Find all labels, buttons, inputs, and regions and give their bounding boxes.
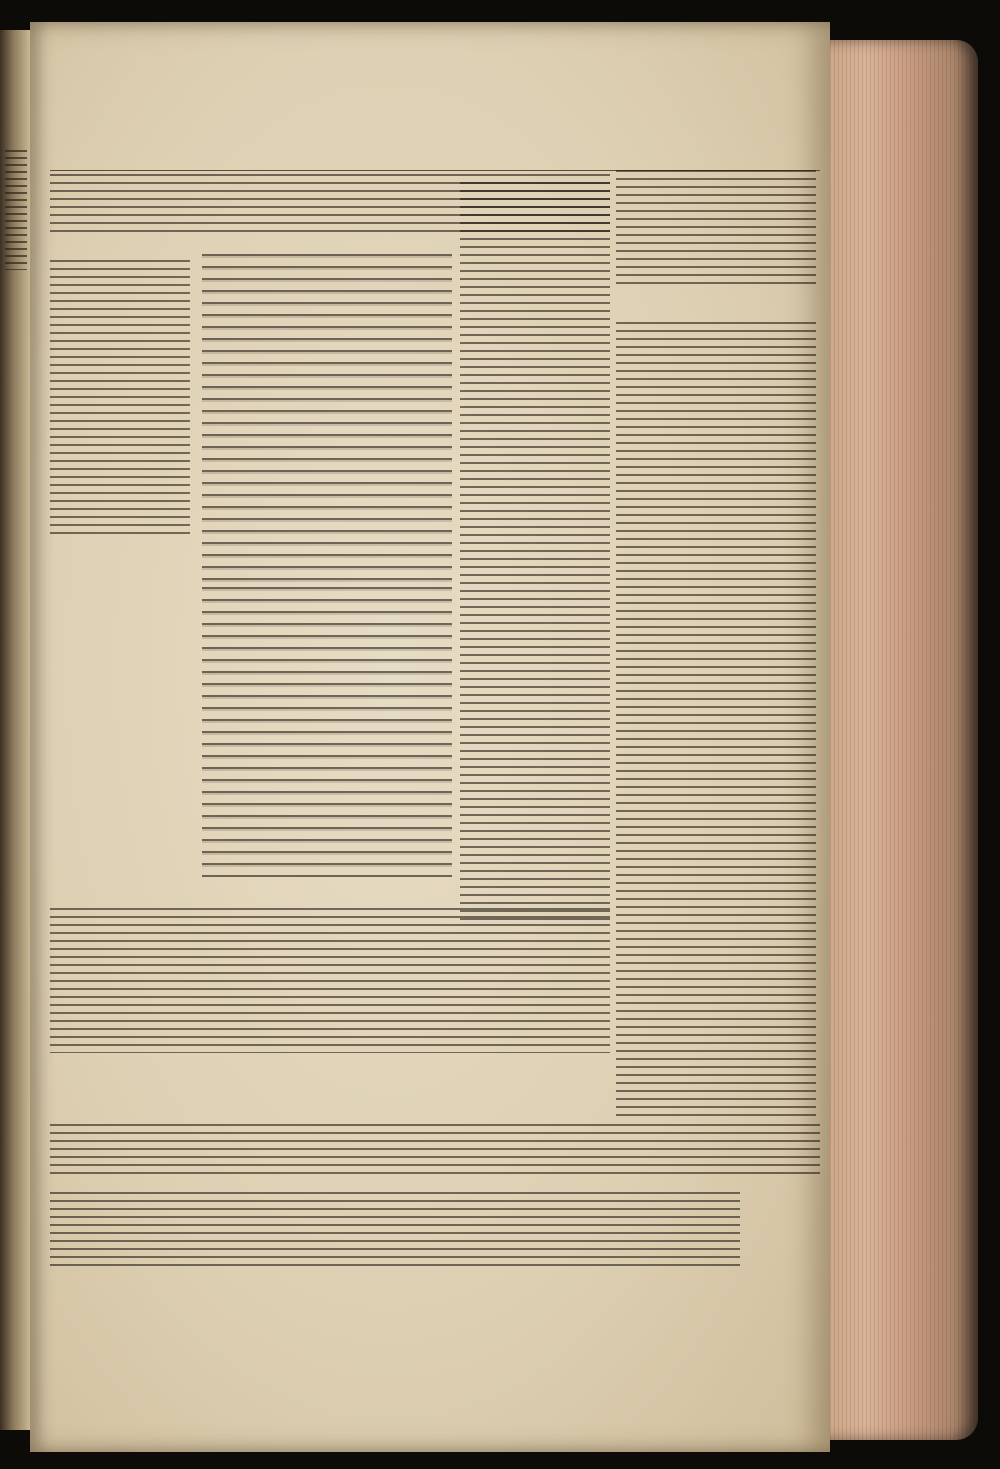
margin-commentary-text — [616, 322, 816, 1122]
rabbeinu-yehonatan-bottom-text — [50, 908, 610, 1053]
rashi-column-text — [50, 260, 190, 540]
mishna-gemara-continuation — [202, 587, 452, 877]
previous-page-edge — [0, 30, 32, 1430]
rif-bottom-text — [50, 1124, 820, 1174]
page-header-title — [180, 120, 620, 170]
tosafot-column-text — [460, 182, 610, 922]
gemara-main-text — [202, 254, 452, 584]
talmud-page — [30, 22, 830, 1452]
book-fore-edge — [818, 40, 978, 1440]
page-header-side — [626, 130, 826, 160]
shiltei-hagiborim-text — [616, 170, 816, 290]
maor-hakatan-text-1 — [50, 1192, 740, 1222]
end-chapter-heading-large — [140, 864, 500, 904]
maor-hakatan-text-2 — [50, 1224, 740, 1269]
previous-page-text — [5, 150, 27, 270]
